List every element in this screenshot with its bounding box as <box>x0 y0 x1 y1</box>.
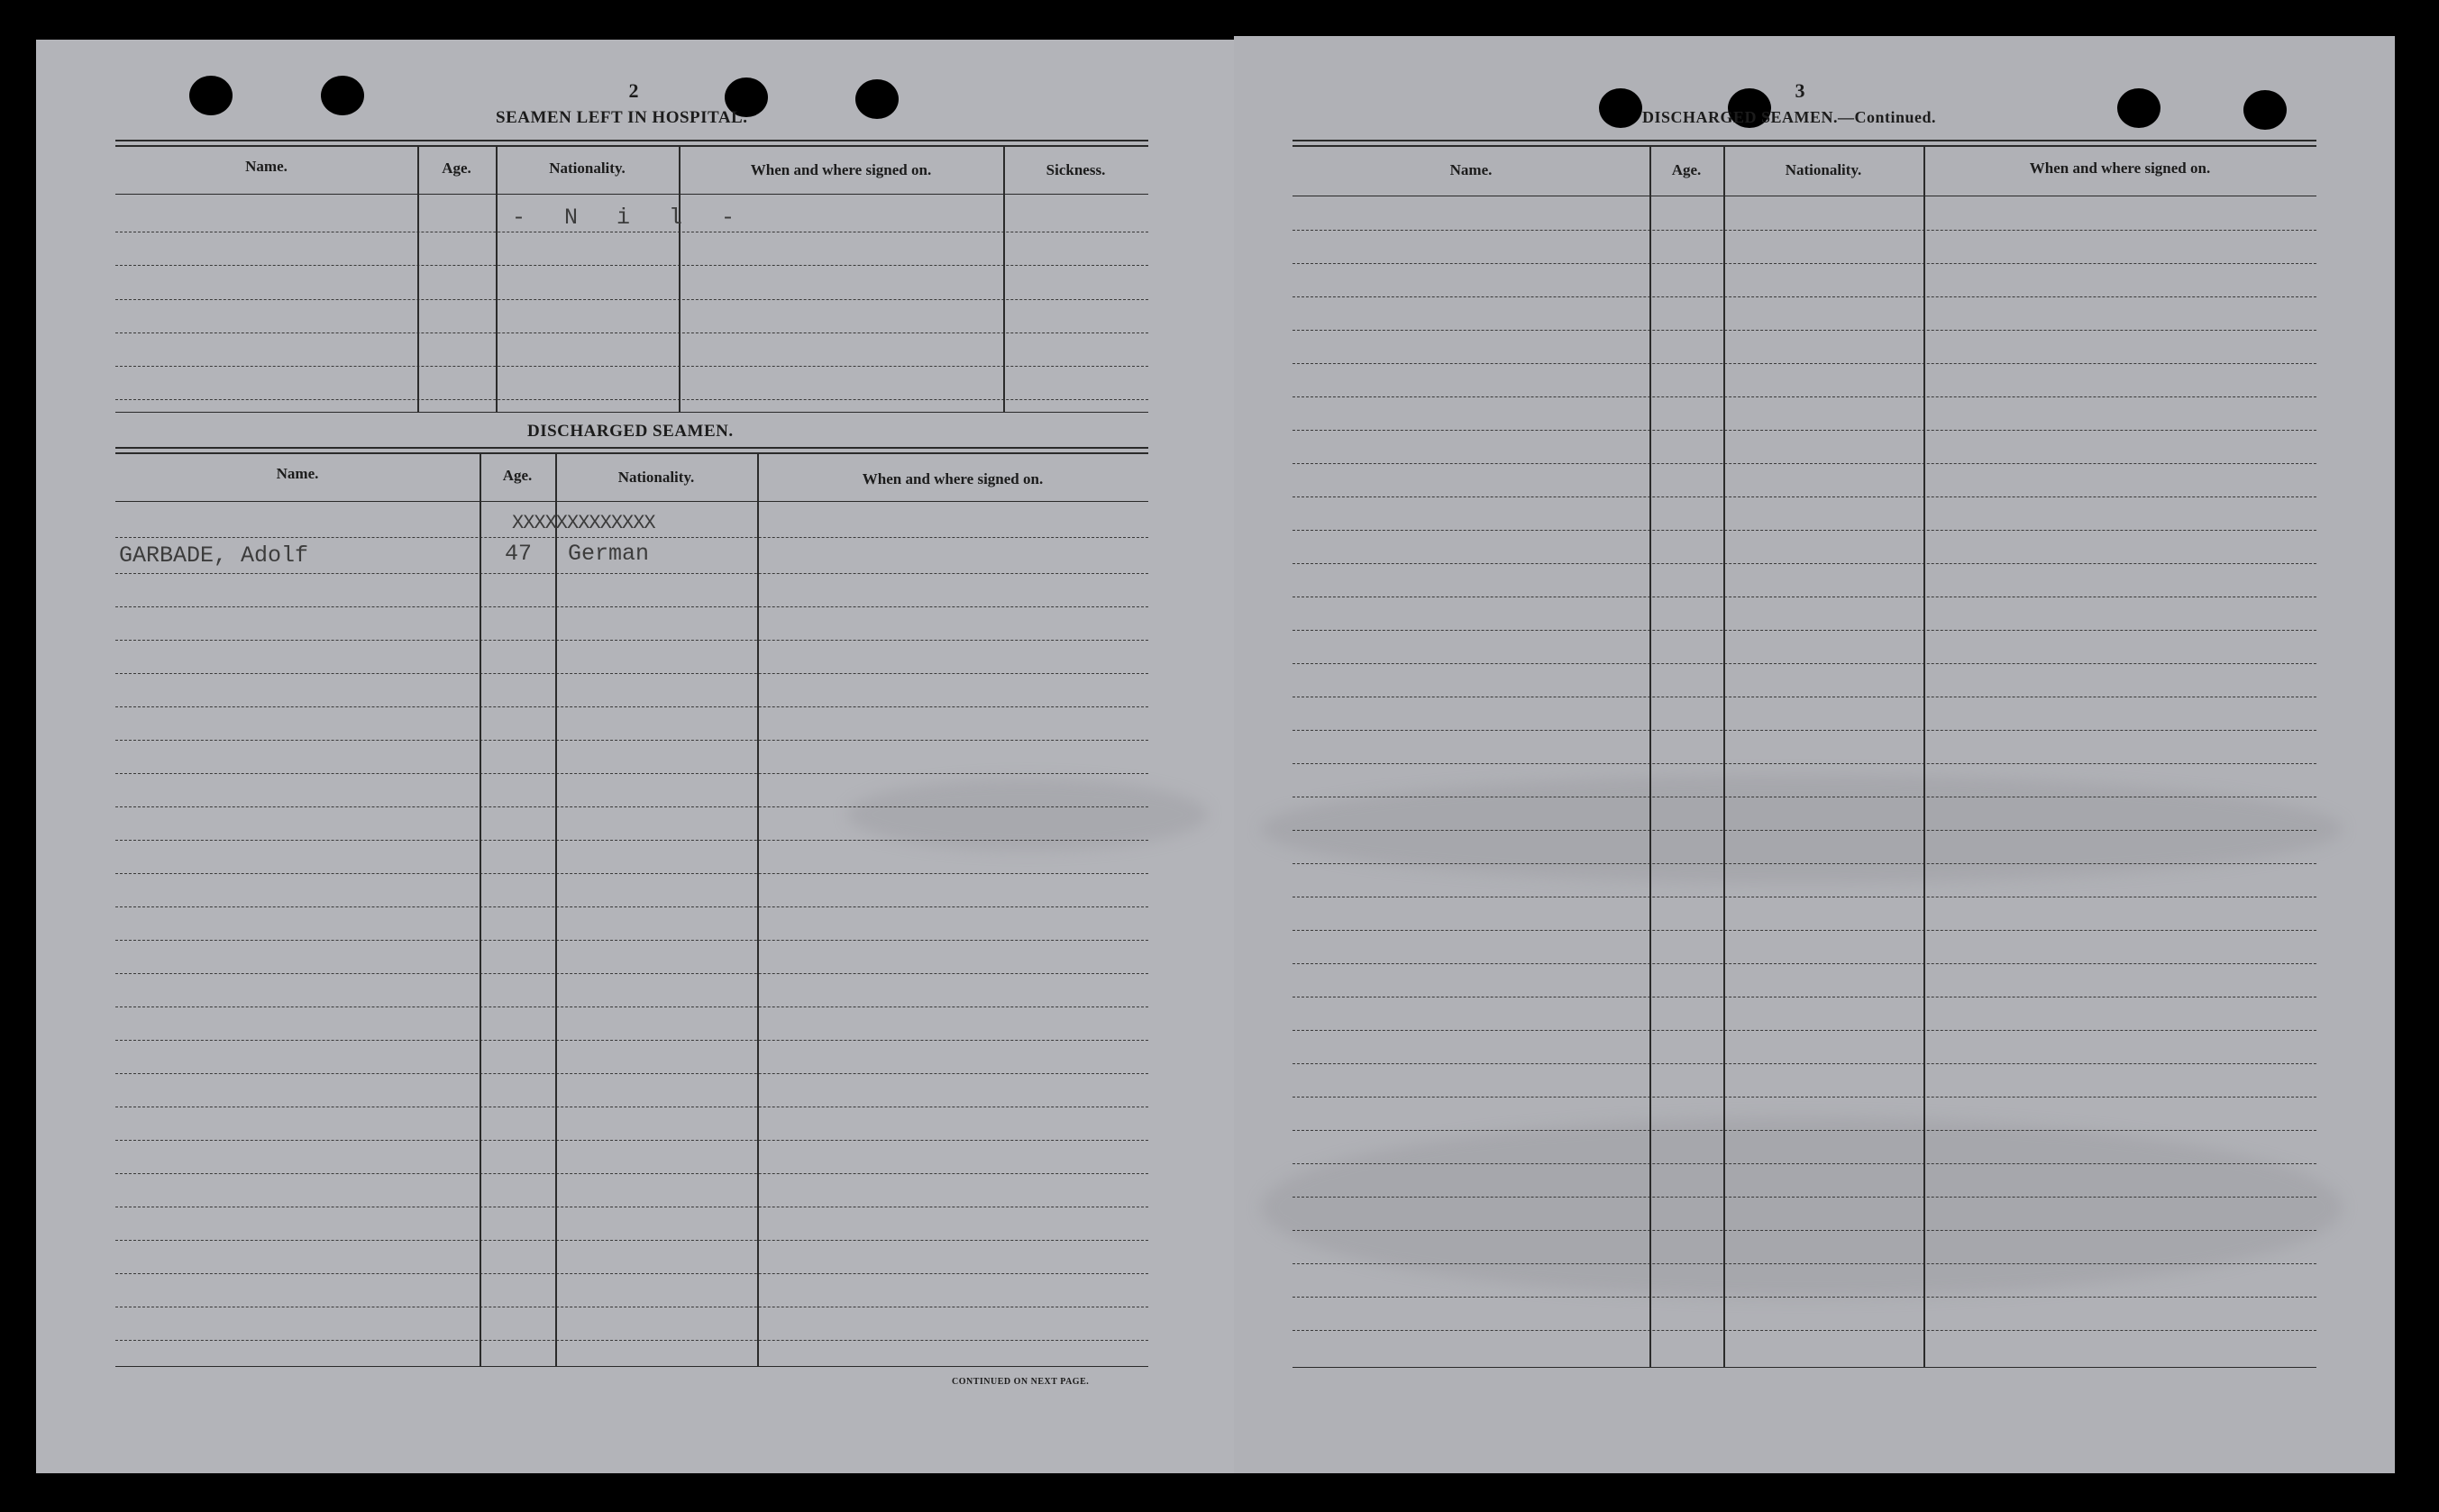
nil-entry: - N i l - <box>512 205 748 231</box>
seaman-name: GARBADE, Adolf <box>119 542 309 569</box>
column-header-age: Age. <box>1671 161 1702 178</box>
column-header-nationality: Nationality. <box>617 469 695 486</box>
column-header-sickness: Sickness. <box>1046 161 1106 178</box>
hospital-table <box>115 140 1148 414</box>
column-header-signed-on: When and where signed on. <box>750 161 932 178</box>
punch-hole <box>189 76 233 115</box>
hospital-section-title: SEAMEN LEFT IN HOSPITAL. <box>496 108 748 127</box>
seaman-age: 47 <box>505 541 533 567</box>
struck-out-text: XXXXXXXXXXXXX <box>512 512 655 534</box>
punch-hole <box>855 79 899 119</box>
punch-hole <box>2243 90 2287 130</box>
right-section-title-text: DISCHARGED SEAMEN.—Continued. <box>1642 108 1937 126</box>
seaman-nationality: German <box>568 541 650 567</box>
column-header-nationality: Nationality. <box>549 159 626 177</box>
column-header-age: Age. <box>502 467 533 484</box>
discharged-table <box>115 447 1148 1371</box>
column-header-signed-on: When and where signed on. <box>2029 159 2211 177</box>
right-section-title <box>1642 108 1936 127</box>
discharged-section-title: DISCHARGED SEAMEN. <box>527 422 734 441</box>
punch-hole <box>1599 88 1642 128</box>
column-header-name: Name. <box>245 158 288 175</box>
page-number: 2 <box>628 79 639 102</box>
page-number: 3 <box>1795 79 1805 102</box>
punch-hole <box>321 76 364 115</box>
punch-hole <box>2117 88 2160 128</box>
column-header-name: Name. <box>1449 161 1493 178</box>
discharged-continued-table <box>1293 140 2316 1372</box>
column-header-age: Age. <box>442 159 471 177</box>
column-header-nationality: Nationality. <box>1785 161 1862 178</box>
column-header-signed-on: When and where signed on. <box>862 470 1044 487</box>
continued-note: CONTINUED ON NEXT PAGE. <box>952 1377 1090 1387</box>
column-header-name: Name. <box>276 465 319 482</box>
